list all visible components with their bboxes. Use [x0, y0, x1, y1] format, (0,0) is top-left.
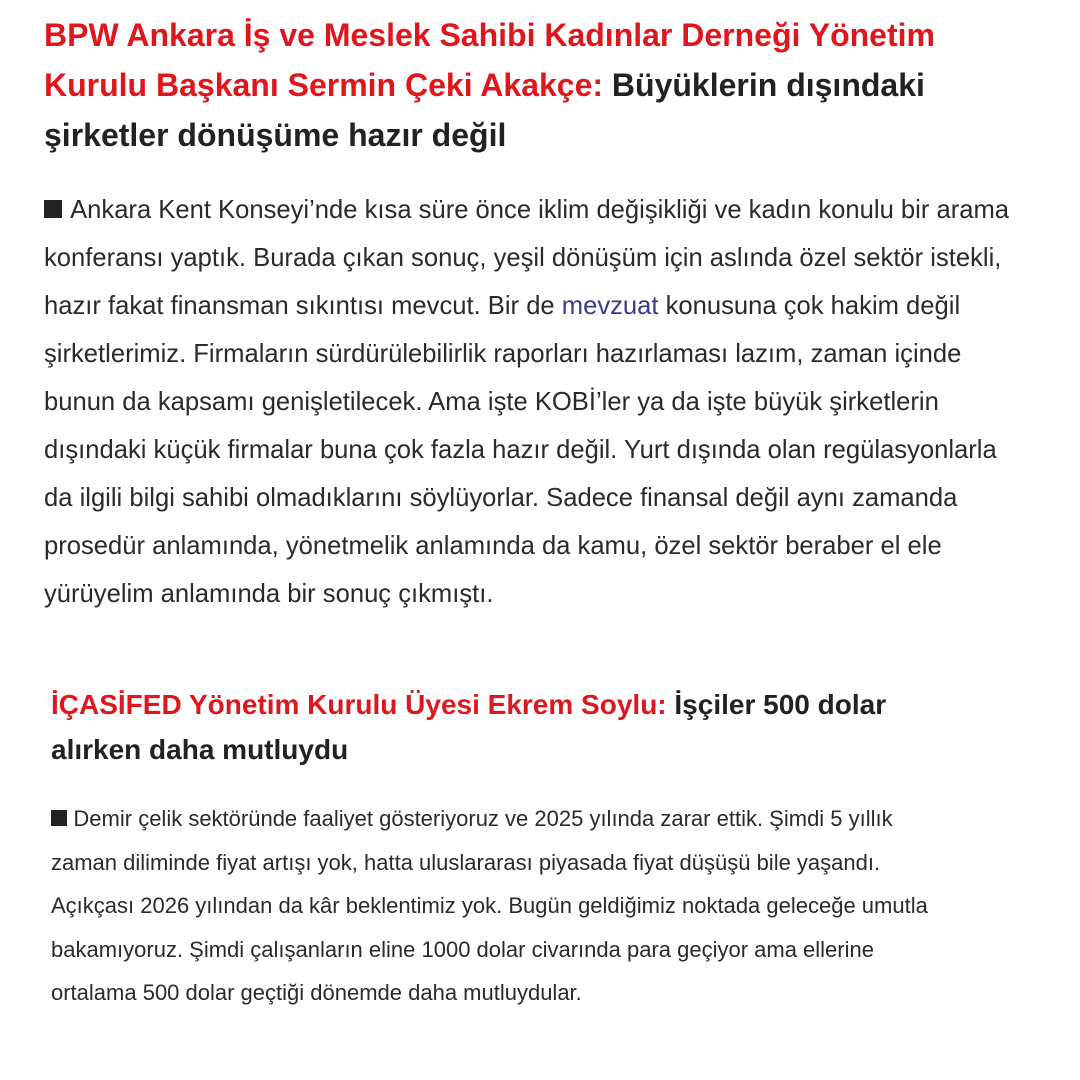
- interview-section-soylu: [0, 682, 1080, 1005]
- headline-quote: İşçiler 500 dolar alırken daha mutluydu: [51, 689, 887, 765]
- section-body: [0, 186, 1029, 618]
- speaker-name: BPW Ankara İş ve Meslek Sahibi Kadınlar Derneği Yönetim Kurulu Başkanı Sermin Çeki Akakçe:: [44, 17, 935, 103]
- interview-section-akakce: [0, 10, 1080, 608]
- section-heading: [0, 682, 951, 772]
- body-text-part-1: Ankara Kent Konseyi’nde kısa süre önce iklim değişikliği ve kadın konulu bir arama konferansı yaptık. Burada çıkan sonuç, yeşil dönüşüm için aslında özel sektör istekli, hazır fakat finansman sıkıntısı mevcut. Bir de: [44, 196, 1010, 320]
- black-square-icon: [44, 200, 62, 218]
- headline-quote: Büyüklerin dışındaki şirketler dönüşüme hazır değil: [44, 67, 925, 153]
- body-text: Demir çelik sektöründe faaliyet gösteriyoruz ve 2025 yılında zarar ettik. Şimdi 5 yıllık zaman diliminde fiyat artışı yok, hatta uluslararası piyasada fiyat düşüşü bile yaşandı. Açıkçası 2026 yılından da kâr beklentimiz yok. Bugün geldiğimiz noktada geleceğe umutla bakamıyoruz. Şimdi çalışanların eline 1000 dolar civarında para geçiyor ama ellerine ortalama 500 dolar geçtiği dönemde daha mutluydular.: [51, 806, 928, 1005]
- body-text-part-2: konusuna çok hakim değil şirketlerimiz. Firmaların sürdürülebilirlik raporları hazırlaması lazım, zaman içinde bunun da kapsamı genişletilecek. Ama işte KOBİ’ler ya da işte büyük şirketlerin dışındaki küçük firmalar buna çok fazla hazır değil. Yurt dışında olan regülasyonlarla da ilgili bilgi sahibi olmadıklarını söylüyorlar. Sadece finansal değil aynı zamanda prosedür anlamında, yönetmelik anlamında da kamu, özel sektör beraber el ele yürüyelim anlamında bir sonuç çıkmıştı.: [44, 292, 997, 608]
- black-square-icon: [51, 810, 67, 826]
- section-heading: [0, 10, 1004, 160]
- mevzuat-link[interactable]: mevzuat: [561, 292, 659, 320]
- section-body: [0, 797, 931, 1015]
- speaker-name: İÇASİFED Yönetim Kurulu Üyesi Ekrem Soylu:: [51, 689, 667, 720]
